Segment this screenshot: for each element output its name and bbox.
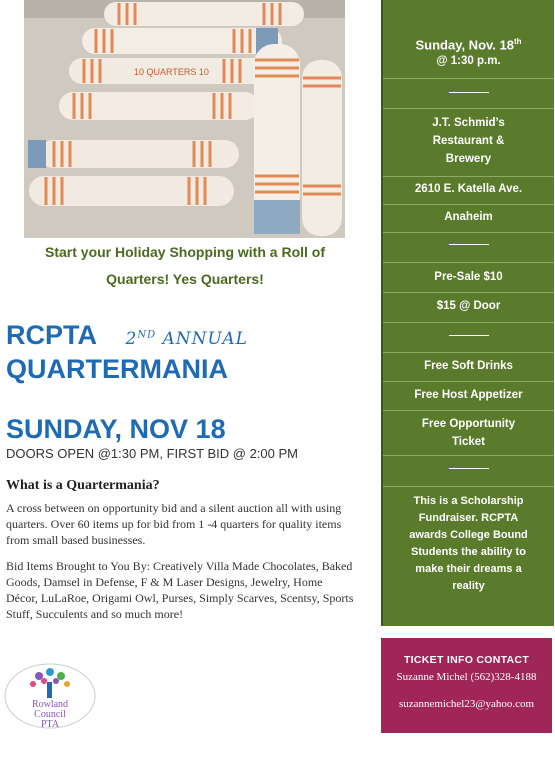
divider <box>383 232 554 233</box>
separator-dash <box>383 460 554 478</box>
venue-city: Anaheim <box>444 211 493 223</box>
event-details-sidebar <box>381 0 554 626</box>
svg-text:PTA: PTA <box>40 719 60 730</box>
fundraiser-line-3: awards College Bound <box>409 529 528 541</box>
quarter-roll <box>28 140 239 168</box>
event-headline <box>6 320 366 384</box>
fundraiser-line-4: Students the ability to <box>411 546 526 558</box>
venue-line-1: J.T. Schmid’s <box>432 117 505 129</box>
divider <box>383 322 554 323</box>
ticket-info-heading: TICKET INFO CONTACT <box>403 654 530 666</box>
tagline-line-2: Quarters! Yes Quarters! <box>106 271 264 287</box>
separator-dash <box>383 84 554 102</box>
divider <box>383 352 554 353</box>
quarter-roll <box>59 92 259 120</box>
annual-label: 2ND ANNUAL <box>125 329 248 349</box>
venue-address: 2610 E. Katella Ave. <box>414 183 523 195</box>
quarter-rolls-photo <box>24 0 345 238</box>
divider <box>383 486 554 487</box>
fundraiser-line-2: Fundraiser. RCPTA <box>418 512 519 524</box>
event-date: SUNDAY, NOV 18 <box>6 414 226 444</box>
org-name: RCPTA <box>6 320 96 350</box>
free-ticket-line-2: Ticket <box>451 436 486 448</box>
free-appetizer: Free Host Appetizer <box>414 389 523 401</box>
quarter-roll <box>82 28 282 54</box>
ticket-info-box <box>381 638 552 733</box>
divider <box>383 455 554 456</box>
venue-line-2: Restaurant & <box>432 135 505 147</box>
fundraiser-line-6: reality <box>452 580 485 592</box>
bid-items: Bid Items Brought to You By: Creatively Villa Made Chocolates, Baked Goods, Damsel in Defense, F & M Laser Designs, Jewelry, Home Décor, LuLaRoe, Origami Owl, Purses, Simply Scarves, Scentsy, Sports Stuff, Succulents and so much more! <box>6 559 354 621</box>
divider <box>383 410 554 411</box>
event-name: QUARTERMANIA <box>6 354 228 384</box>
quarter-roll <box>69 58 269 84</box>
divider <box>383 381 554 382</box>
fundraiser-line-1: This is a Scholarship <box>413 495 524 507</box>
free-drinks: Free Soft Drinks <box>424 360 513 372</box>
svg-text:Council: Council <box>34 709 66 720</box>
contact-email[interactable]: suzannemichel23@yahoo.com <box>398 698 535 710</box>
quarter-roll-upright <box>254 44 300 234</box>
divider <box>383 262 554 263</box>
divider <box>383 176 554 177</box>
quarter-roll <box>29 176 234 206</box>
rowland-council-pta-logo <box>3 662 97 730</box>
divider <box>383 204 554 205</box>
svg-text:10 QUARTERS 10: 10 QUARTERS 10 <box>134 67 209 77</box>
svg-text:Rowland: Rowland <box>31 699 69 710</box>
separator-dash <box>383 327 554 345</box>
venue-line-3: Brewery <box>445 153 492 165</box>
door-price: $15 @ Door <box>436 300 501 312</box>
what-heading: What is a Quartermania? <box>6 478 160 493</box>
sidebar-date: Sunday, Nov. 18th <box>415 37 522 53</box>
divider <box>383 292 554 293</box>
event-description: A cross between on opportunity bid and a silent auction all with using quarters. Over 60 items up for bid from 1 -4 quarters for quality items from small based businesses. <box>6 501 342 547</box>
separator-dash <box>383 236 554 254</box>
divider <box>383 78 554 79</box>
divider <box>383 108 554 109</box>
quarter-roll <box>104 2 304 26</box>
doors-time: DOORS OPEN @1:30 PM, FIRST BID @ 2:00 PM <box>6 446 299 461</box>
fundraiser-line-5: make their dreams a <box>415 563 522 575</box>
quarter-roll-upright <box>302 60 342 236</box>
sidebar-time: @ 1:30 p.m. <box>436 55 501 67</box>
presale-price: Pre-Sale $10 <box>434 271 503 283</box>
tagline-line-1: Start your Holiday Shopping with a Roll of <box>45 244 325 260</box>
free-ticket-line-1: Free Opportunity <box>421 418 516 430</box>
contact-name-phone: Suzanne Michel (562)328-4188 <box>396 671 537 683</box>
